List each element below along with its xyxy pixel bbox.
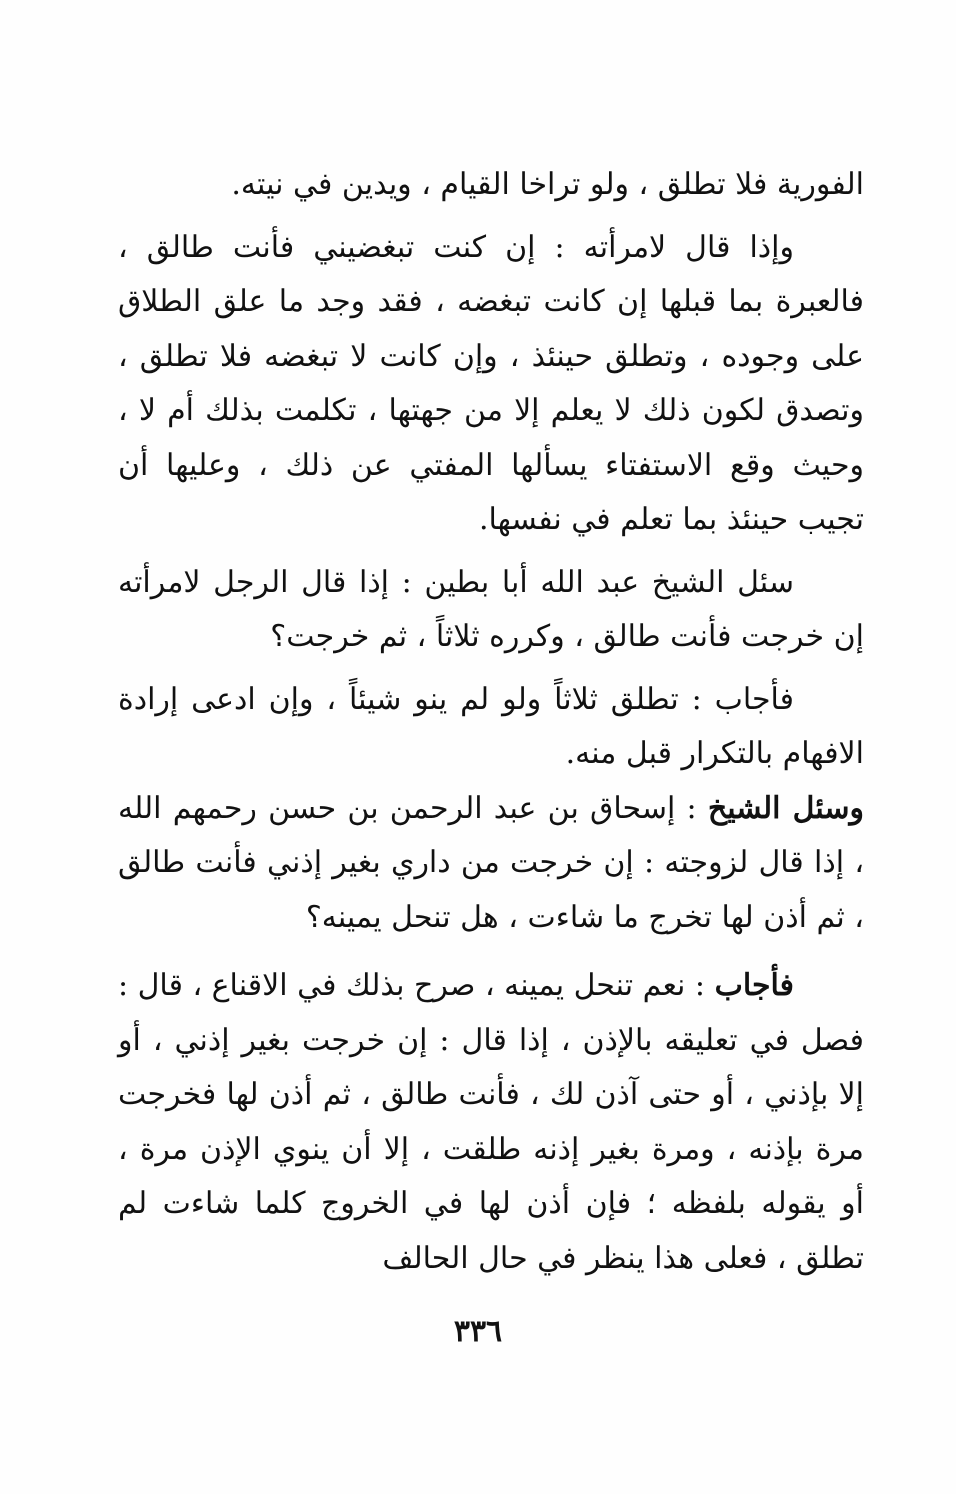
paragraph-1-text: الفورية فلا تطلق ، ولو تراخا القيام ، ويدين في نيته. — [231, 167, 864, 202]
paragraph-2 — [118, 221, 864, 548]
paragraph-4 — [118, 673, 864, 782]
paragraph-1 — [118, 158, 864, 213]
paragraph-6-lead: فأجاب — [714, 968, 794, 1003]
paragraph-3 — [118, 556, 864, 665]
body-text — [118, 158, 864, 1286]
page-number: ٣٣٦ — [453, 1314, 503, 1349]
paragraph-5-lead: وسئل الشيخ — [707, 790, 864, 826]
paragraph-2-text: وإذا قال لامرأته : إن كنت تبغضيني فأنت طالق ، فالعبرة بما قبلها إن كانت تبغضه ، فقد وجد ما علق الطلاق على وجوده ، وتطلق حينئذ ، وإن كانت لا تبغضه فلا تطلق ، وتصدق لكون ذلك لا يعلم إلا من جهتها ، تكلمت بذلك أم لا ، وحيث وقع الاستفتاء يسألها المفتي عن ذلك ، وعليها أن تجيب حينئذ بما تعلم في نفسها. — [118, 229, 864, 537]
paragraph-6 — [118, 959, 864, 1286]
paragraph-5 — [118, 782, 864, 946]
paragraph-3-text: سئل الشيخ عبد الله أبا بطين : إذا قال الرجل لامرأته إن خرجت فأنت طالق ، وكرره ثلاثاً ، ثم خرجت؟ — [118, 564, 864, 654]
paragraph-5-text: : إسحاق بن عبد الرحمن بن حسن رحمهم الله ، إذا قال لزوجته : إن خرجت من داري بغير إذني فأنت طالق ، ثم أذن لها تخرج ما شاءت ، هل تنحل يمينه؟ — [118, 790, 864, 935]
paragraph-4-text: فأجاب : تطلق ثلاثاً ولو لم ينو شيئاً ، وإن ادعى إرادة الافهام بالتكرار قبل منه. — [118, 681, 864, 771]
paragraph-6-text: : نعم تنحل يمينه ، صرح بذلك في الاقناع ، قال : فصل في تعليقه بالإذن ، إذا قال : إن خرجت بغير إذني ، أو إلا بإذني ، أو حتى آذن لك ، فأنت طالق ، ثم أذن لها فخرجت مرة بإذنه ، ومرة بغير إذنه طلقت ، إلا أن ينوي الإذن مرة ، أو يقوله بلفظه ؛ فإن أذن لها في الخروج كلما شاءت لم تطلق ، فعلى هذا ينظر في حال الحالف — [117, 968, 864, 1276]
